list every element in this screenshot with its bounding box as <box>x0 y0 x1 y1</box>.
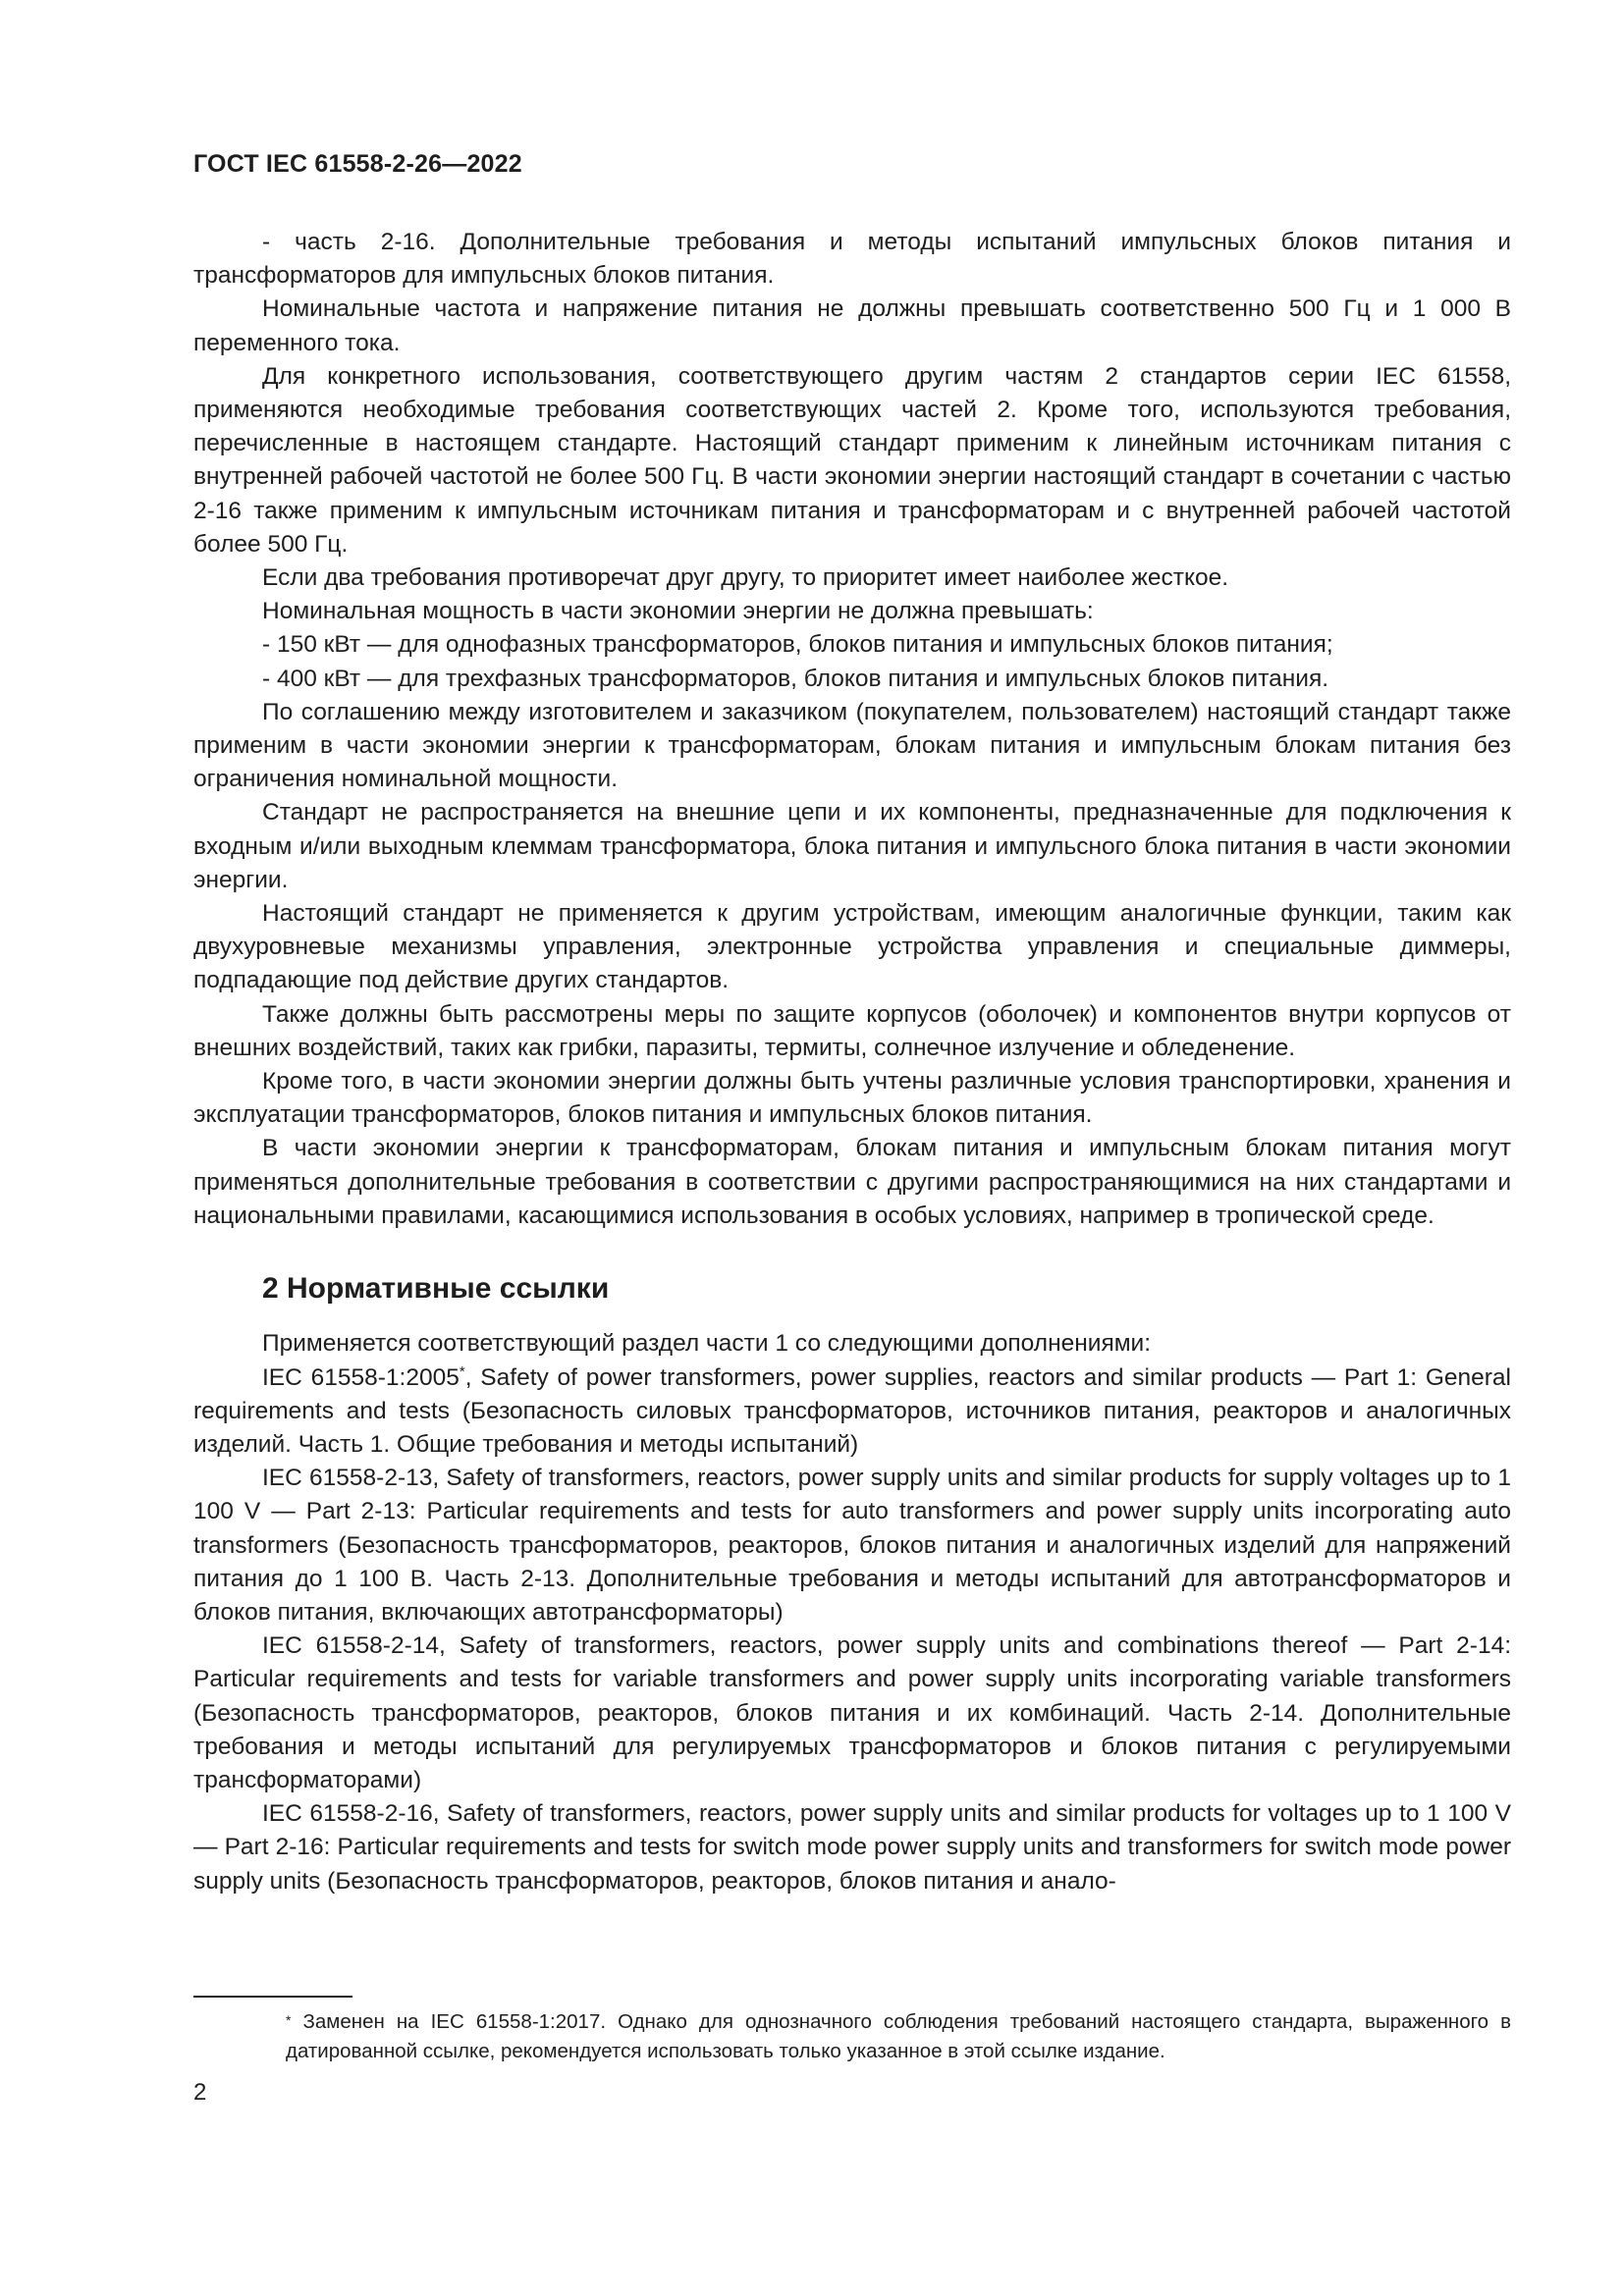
page-number: 2 <box>193 2079 207 2106</box>
reference-text: , Safety of power transformers, power supplies, reactors and similar products — Part 1: General requirements and tests (Безопасность силовых трансформаторов, источников питания, реакторов и аналогичных изделий. Часть 1. Общие требования и методы испытаний) <box>193 1363 1511 1458</box>
document-body <box>193 226 1511 1898</box>
paragraph: Номинальная мощность в части экономии энергии не должна превышать: <box>262 598 1094 625</box>
paragraph: Если два требования противоречат друг другу, то приоритет имеет наиболее жесткое. <box>262 564 1229 592</box>
list-item: - 150 кВт — для однофазных трансформаторов, блоков питания и импульсных блоков питания; <box>262 631 1333 659</box>
footnote-marker: * <box>459 1362 465 1380</box>
reference-code: IEC 61558-1:2005 <box>262 1363 460 1391</box>
paragraph: - часть 2-16. Дополнительные требования и методы испытаний импульсных блоков питания и трансформаторов для импульсных блоков питания. <box>193 229 1511 290</box>
footnote-text: Заменен на IEC 61558-1:2017. Однако для однозначного соблюдения требований настоящего стандарта, выраженного в датированной ссылке, рекомендуется использовать только указанное в этой ссылке издание. <box>286 2010 1511 2062</box>
reference-item <box>193 1362 1511 1463</box>
paragraph: Стандарт не распространяется на внешние цепи и их компоненты, предназначенные для подключения к входным и/или выходным клеммам трансформатора, блока питания и импульсного блока питания в части экономии энергии. <box>193 799 1511 893</box>
paragraph: По соглашению между изготовителем и заказчиком (покупателем, пользователем) настоящий стандарт также применим в части экономии энергии к трансформаторам, блокам питания и импульсным блокам питания без ограничения номинальной мощности. <box>193 698 1511 793</box>
paragraph: Номинальные частота и напряжение питания не должны превышать соответственно 500 Гц и 1 000 В переменного тока. <box>193 295 1511 356</box>
reference-item: IEC 61558-2-13, Safety of transformers, reactors, power supply units and similar products for supply voltages up to 1 100 V — Part 2-13: Particular requirements and tests for auto transformers and power supply units incorporating auto transformers (Безопасность трансформаторов, реакторов, блоков питания и аналогичных изделий для напряжений питания до 1 100 В. Часть 2-13. Дополнительные требования и методы испытаний для автотрансформаторов и блоков питания, включающих автотрансформаторы) <box>193 1465 1511 1626</box>
paragraph: Кроме того, в части экономии энергии должны быть учтены различные условия транспортировки, хранения и эксплуатации трансформаторов, блоков питания и импульсных блоков питания. <box>193 1068 1511 1129</box>
paragraph: Также должны быть рассмотрены меры по защите корпусов (оболочек) и компонентов внутри корпусов от внешних воздействий, таких как грибки, паразиты, термиты, солнечное излучение и обледенение. <box>193 1000 1511 1061</box>
footnote-mark: * <box>286 2012 292 2028</box>
document-header: ГОСТ IEC 61558-2-26—2022 <box>193 150 522 178</box>
paragraph: В части экономии энергии к трансформаторам, блокам питания и импульсным блокам питания могут применяться дополнительные требования в соответствии с другими распространяющимися на них стандартами и национальными правилами, касающимися использования в особых условиях, например в тропической среде. <box>193 1135 1511 1229</box>
reference-item: IEC 61558-2-16, Safety of transformers, reactors, power supply units and similar products for voltages up to 1 100 V — Part 2-16: Particular requirements and tests for switch mode power supply units and transformers for switch mode power supply units (Безопасность трансформаторов, реакторов, блоков питания и анало- <box>193 1800 1511 1895</box>
footnote <box>193 2007 1511 2066</box>
list-item: - 400 кВт — для трехфазных трансформаторов, блоков питания и импульсных блоков питания. <box>262 665 1329 692</box>
section-intro: Применяется соответствующий раздел части 1 со следующими дополнениями: <box>262 1330 1152 1358</box>
reference-item: IEC 61558-2-14, Safety of transformers, reactors, power supply units and combinations thereof — Part 2-14: Particular requirements and tests for variable transformers and power supply units incorporating variable transformers (Безопасность трансформаторов, реакторов, блоков питания и их комбинаций. Часть 2-14. Дополнительные требования и методы испытаний для регулируемых трансформаторов и блоков питания с регулируемыми трансформаторами) <box>193 1632 1511 1793</box>
paragraph: Для конкретного использования, соответствующего другим частям 2 стандартов серии IEC 61558, применяются необходимые требования соответствующих частей 2. Кроме того, используются требования, перечисленные в настоящем стандарте. Настоящий стандарт применим к линейным источникам питания с внутренней рабочей частотой не более 500 Гц. В части экономии энергии настоящий стандарт в сочетании с частью 2-16 также применим к импульсным источникам питания и трансформаторам и с внутренней рабочей частотой более 500 Гц. <box>193 362 1511 558</box>
paragraph: Настоящий стандарт не применяется к другим устройствам, имеющим аналогичные функции, таким как двухуровневые механизмы управления, электронные устройства управления и специальные диммеры, подпадающие под действие других стандартов. <box>193 900 1511 994</box>
footnote-divider <box>193 1996 352 1998</box>
section-title: 2 Нормативные ссылки <box>262 1272 610 1306</box>
